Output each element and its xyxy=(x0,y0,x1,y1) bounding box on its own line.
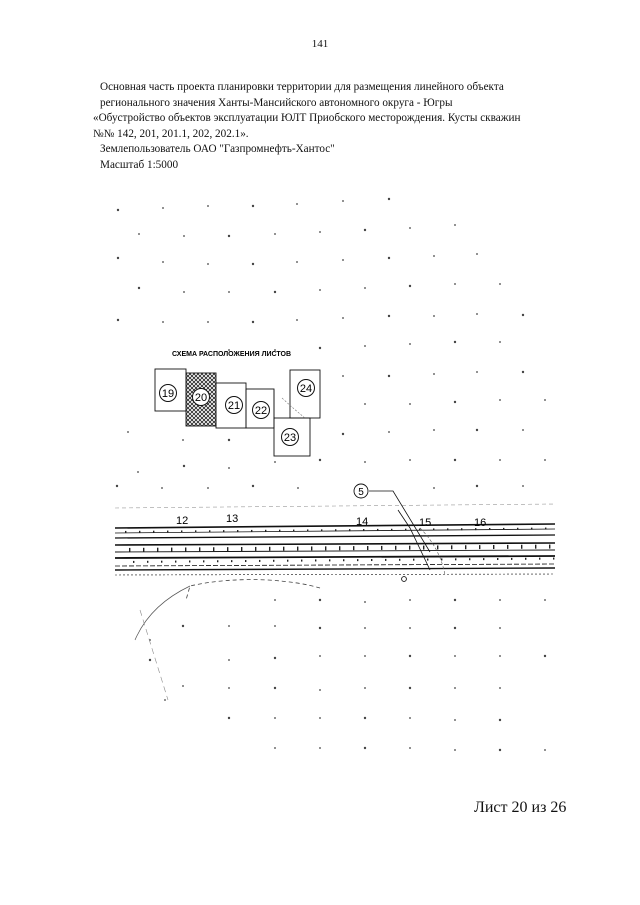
vegetation-marker xyxy=(274,747,276,749)
corridor-tick xyxy=(353,546,354,550)
vegetation-marker xyxy=(454,401,456,403)
vegetation-marker xyxy=(228,235,230,237)
land-user: Землепользователь ОАО "Газпромнефть-Хантос" xyxy=(100,143,335,155)
corridor-tick xyxy=(259,560,260,562)
vegetation-marker xyxy=(319,655,321,657)
vegetation-marker xyxy=(388,198,390,200)
vegetation-marker xyxy=(274,717,276,719)
corridor-tick xyxy=(143,548,144,552)
corridor-tick xyxy=(363,529,364,531)
vegetation-marker xyxy=(274,233,276,235)
vegetation-marker xyxy=(409,285,411,287)
corridor-tick xyxy=(213,547,214,551)
vegetation-marker xyxy=(499,719,501,721)
sheet-20-label: 20 xyxy=(194,392,208,404)
vegetation-marker xyxy=(364,601,366,603)
corridor-tick xyxy=(531,528,532,530)
vegetation-marker xyxy=(207,205,209,207)
sheet-22-label: 22 xyxy=(254,405,268,417)
vegetation-markers xyxy=(116,198,546,751)
vegetation-marker xyxy=(454,224,456,226)
corridor-tick xyxy=(325,546,326,550)
corridor-tick xyxy=(245,560,246,562)
vegetation-marker xyxy=(319,289,321,291)
corridor-tick xyxy=(461,528,462,530)
corridor-tick xyxy=(157,548,158,552)
vegetation-marker xyxy=(499,655,501,657)
vegetation-marker xyxy=(499,687,501,689)
vegetation-marker xyxy=(409,627,411,629)
vegetation-marker xyxy=(499,599,501,601)
vegetation-marker xyxy=(319,459,321,461)
corridor-tick xyxy=(479,545,480,549)
sheet-layout-scheme xyxy=(155,351,320,456)
corridor-tick xyxy=(237,530,238,532)
corridor-tick xyxy=(433,528,434,530)
corridor-tick xyxy=(497,558,498,560)
corridor-tick xyxy=(507,545,508,549)
corridor-tick xyxy=(301,560,302,562)
vegetation-marker xyxy=(364,229,366,231)
corridor-tick xyxy=(133,561,134,563)
vegetation-marker xyxy=(454,655,456,657)
vegetation-marker xyxy=(388,431,390,433)
vegetation-marker xyxy=(182,685,184,687)
corridor-tick xyxy=(287,560,288,562)
vegetation-marker xyxy=(296,319,298,321)
vegetation-marker xyxy=(499,459,501,461)
vegetation-marker xyxy=(476,429,478,431)
corridor-tick xyxy=(427,559,428,561)
corridor-tick xyxy=(161,561,162,563)
corridor-tick xyxy=(511,558,512,560)
vegetation-marker xyxy=(164,699,166,701)
vegetation-marker xyxy=(476,485,478,487)
header-line-1: Основная часть проекта планировки территории для размещения линейного объекта xyxy=(100,81,504,93)
vegetation-marker xyxy=(544,399,546,401)
scheme-title: СХЕМА РАСПОЛОЖЕНИЯ ЛИСТОВ xyxy=(172,351,291,358)
corridor-tick xyxy=(265,530,266,532)
corridor-tick xyxy=(553,558,554,560)
vegetation-marker xyxy=(117,319,119,321)
vegetation-marker xyxy=(364,655,366,657)
header-line-4: №№ 142, 201, 201.1, 202, 202.1». xyxy=(93,127,249,140)
vegetation-marker xyxy=(319,747,321,749)
vegetation-marker xyxy=(364,717,366,719)
vegetation-marker xyxy=(207,263,209,265)
vegetation-marker xyxy=(228,291,230,293)
corridor-tick xyxy=(147,561,148,563)
corridor-tick xyxy=(549,545,550,549)
vegetation-marker xyxy=(228,717,230,719)
vegetation-marker xyxy=(364,461,366,463)
vegetation-marker xyxy=(364,747,366,749)
vegetation-marker xyxy=(228,625,230,627)
corridor-tick xyxy=(189,560,190,562)
corridor-tick xyxy=(489,528,490,530)
corridor-tick xyxy=(525,558,526,560)
vegetation-marker xyxy=(319,717,321,719)
vegetation-marker xyxy=(364,687,366,689)
corridor-tick xyxy=(283,547,284,551)
vegetation-marker xyxy=(364,403,366,405)
vegetation-marker xyxy=(228,659,230,661)
vegetation-marker xyxy=(162,261,164,263)
corridor-tick xyxy=(455,558,456,560)
corridor-tick xyxy=(395,546,396,550)
corridor-tick xyxy=(279,530,280,532)
vegetation-marker xyxy=(274,657,276,659)
corridor-tick xyxy=(539,558,540,560)
vegetation-marker xyxy=(409,717,411,719)
vegetation-marker xyxy=(409,403,411,405)
vegetation-marker xyxy=(252,205,254,207)
vegetation-marker xyxy=(297,487,299,489)
vegetation-marker xyxy=(433,255,435,257)
vegetation-marker xyxy=(274,291,276,293)
corridor-tick xyxy=(129,548,130,552)
corridor-tick xyxy=(437,545,438,549)
corridor-tick xyxy=(175,561,176,563)
corridor-tick xyxy=(125,531,126,533)
callout-5 xyxy=(354,484,430,581)
vegetation-marker xyxy=(409,599,411,601)
vegetation-marker xyxy=(433,373,435,375)
map-scale: Масштаб 1:5000 xyxy=(100,158,179,171)
vegetation-marker xyxy=(228,439,230,441)
vegetation-marker xyxy=(476,253,478,255)
corridor-tick xyxy=(335,529,336,531)
corridor-tick xyxy=(223,530,224,532)
sheet-19-label: 19 xyxy=(161,388,175,400)
callout-5-label: 5 xyxy=(358,487,364,498)
vegetation-marker xyxy=(342,375,344,377)
corridor-tick xyxy=(241,547,242,551)
vegetation-marker xyxy=(454,627,456,629)
vegetation-marker xyxy=(544,459,546,461)
vegetation-marker xyxy=(319,599,321,601)
vegetation-marker xyxy=(228,687,230,689)
vegetation-marker xyxy=(409,227,411,229)
vegetation-marker xyxy=(433,429,435,431)
vegetation-marker xyxy=(409,343,411,345)
vegetation-marker xyxy=(252,263,254,265)
vegetation-marker xyxy=(499,399,501,401)
vegetation-marker xyxy=(522,314,524,316)
vegetation-marker xyxy=(207,487,209,489)
vegetation-marker xyxy=(319,231,321,233)
corridor-tick xyxy=(153,531,154,533)
vegetation-marker xyxy=(183,465,185,467)
vegetation-marker xyxy=(476,313,478,315)
corridor-tick xyxy=(255,547,256,551)
vegetation-marker xyxy=(342,433,344,435)
picket-13: 13 xyxy=(226,513,239,525)
vegetation-marker xyxy=(433,315,435,317)
corridor-tick xyxy=(413,559,414,561)
corridor-tick xyxy=(227,547,228,551)
corridor-tick xyxy=(293,530,294,532)
vegetation-marker xyxy=(499,627,501,629)
corridor-tick xyxy=(307,529,308,531)
vegetation-marker xyxy=(162,321,164,323)
corridor-tick xyxy=(311,546,312,550)
vegetation-marker xyxy=(522,429,524,431)
vegetation-marker xyxy=(522,371,524,373)
vegetation-marker xyxy=(409,655,411,657)
vegetation-marker xyxy=(454,687,456,689)
pipeline-corridor xyxy=(115,504,555,700)
corridor-tick xyxy=(423,546,424,550)
corridor-tick xyxy=(545,528,546,530)
vegetation-marker xyxy=(499,283,501,285)
vegetation-marker xyxy=(138,287,140,289)
corridor-tick xyxy=(199,547,200,551)
vegetation-marker xyxy=(544,655,546,657)
vegetation-marker xyxy=(182,625,184,627)
corridor-tick xyxy=(405,529,406,531)
corridor-tick xyxy=(535,545,536,549)
header-line-2: регионального значения Ханты-Мансийского автономного округа - Югры xyxy=(100,96,453,109)
corridor-tick xyxy=(493,545,494,549)
vegetation-marker xyxy=(127,431,129,433)
vegetation-marker xyxy=(207,321,209,323)
corridor-tick xyxy=(409,546,410,550)
corridor-tick xyxy=(385,559,386,561)
corridor-tick xyxy=(231,560,232,562)
picket-14: 14 xyxy=(356,516,369,528)
picket-12: 12 xyxy=(176,515,189,527)
vegetation-marker xyxy=(161,487,163,489)
vegetation-marker xyxy=(183,291,185,293)
corridor-tick xyxy=(441,558,442,560)
corridor-tick xyxy=(343,559,344,561)
corridor-tick xyxy=(503,528,504,530)
corridor-tick xyxy=(203,560,204,562)
corridor-tick xyxy=(339,546,340,550)
vegetation-marker xyxy=(388,315,390,317)
vegetation-marker xyxy=(342,259,344,261)
vegetation-marker xyxy=(274,461,276,463)
corridor-tick xyxy=(517,528,518,530)
vegetation-marker xyxy=(364,627,366,629)
corridor-tick xyxy=(209,530,210,532)
vegetation-marker xyxy=(162,207,164,209)
vegetation-marker xyxy=(116,485,118,487)
vegetation-marker xyxy=(388,375,390,377)
vegetation-marker xyxy=(544,599,546,601)
vegetation-marker xyxy=(409,459,411,461)
corridor-tick xyxy=(321,529,322,531)
corridor-tick xyxy=(167,531,168,533)
vegetation-marker xyxy=(364,287,366,289)
corridor-tick xyxy=(391,529,392,531)
vegetation-marker xyxy=(499,749,501,751)
corridor-tick xyxy=(181,530,182,532)
sheet-number: Лист 20 из 26 xyxy=(474,799,567,816)
corridor-tick xyxy=(171,548,172,552)
vegetation-marker xyxy=(342,317,344,319)
vegetation-marker xyxy=(117,209,119,211)
vegetation-marker xyxy=(454,599,456,601)
vegetation-marker xyxy=(319,627,321,629)
corridor-tick xyxy=(367,546,368,550)
vegetation-marker xyxy=(274,599,276,601)
vegetation-marker xyxy=(274,625,276,627)
sheet-24-label: 24 xyxy=(299,383,313,395)
vegetation-marker xyxy=(296,261,298,263)
vegetation-marker xyxy=(319,689,321,691)
vegetation-marker xyxy=(454,719,456,721)
corridor-tick xyxy=(269,547,270,551)
picket-16: 16 xyxy=(474,517,487,529)
corridor-tick xyxy=(329,559,330,561)
corridor-tick xyxy=(315,559,316,561)
vegetation-marker xyxy=(117,257,119,259)
corridor-tick xyxy=(377,529,378,531)
vegetation-marker xyxy=(433,487,435,489)
picket-15: 15 xyxy=(419,517,432,529)
vegetation-marker xyxy=(252,485,254,487)
sheet-21-label: 21 xyxy=(227,400,241,412)
corridor-tick xyxy=(185,547,186,551)
corridor-tick xyxy=(483,558,484,560)
corridor-tick xyxy=(465,545,466,549)
vegetation-marker xyxy=(454,283,456,285)
vegetation-marker xyxy=(544,749,546,751)
corridor-tick xyxy=(297,547,298,551)
vegetation-marker xyxy=(319,347,321,349)
vegetation-marker xyxy=(409,747,411,749)
vegetation-marker xyxy=(182,439,184,441)
corridor-tick xyxy=(447,528,448,530)
vegetation-marker xyxy=(454,341,456,343)
vegetation-marker xyxy=(183,235,185,237)
corridor-tick xyxy=(399,559,400,561)
vegetation-marker xyxy=(499,341,501,343)
vegetation-marker xyxy=(454,749,456,751)
corridor-tick xyxy=(521,545,522,549)
vegetation-marker xyxy=(137,471,139,473)
corridor-tick xyxy=(273,560,274,562)
vegetation-marker xyxy=(252,321,254,323)
vegetation-marker xyxy=(138,233,140,235)
corridor-tick xyxy=(217,560,218,562)
corridor-tick xyxy=(195,530,196,532)
corridor-tick xyxy=(251,530,252,532)
corridor-tick xyxy=(349,529,350,531)
header-line-3: «Обустройство объектов эксплуатации ЮЛТ Приобского месторождения. Кусты скважин xyxy=(93,112,521,124)
vegetation-marker xyxy=(296,203,298,205)
page-number: 141 xyxy=(311,38,329,50)
vegetation-marker xyxy=(454,459,456,461)
vegetation-marker xyxy=(149,659,151,661)
vegetation-marker xyxy=(228,467,230,469)
sheet-23-label: 23 xyxy=(283,432,297,444)
vegetation-marker xyxy=(342,200,344,202)
corridor-tick xyxy=(371,559,372,561)
corridor-tick xyxy=(357,559,358,561)
corridor-tick xyxy=(139,531,140,533)
vegetation-marker xyxy=(388,257,390,259)
vegetation-marker xyxy=(364,345,366,347)
corridor-tick xyxy=(451,545,452,549)
vegetation-marker xyxy=(409,687,411,689)
corridor-tick xyxy=(381,546,382,550)
vegetation-marker xyxy=(476,371,478,373)
corridor-tick xyxy=(469,558,470,560)
vegetation-marker xyxy=(274,687,276,689)
vegetation-marker xyxy=(522,485,524,487)
